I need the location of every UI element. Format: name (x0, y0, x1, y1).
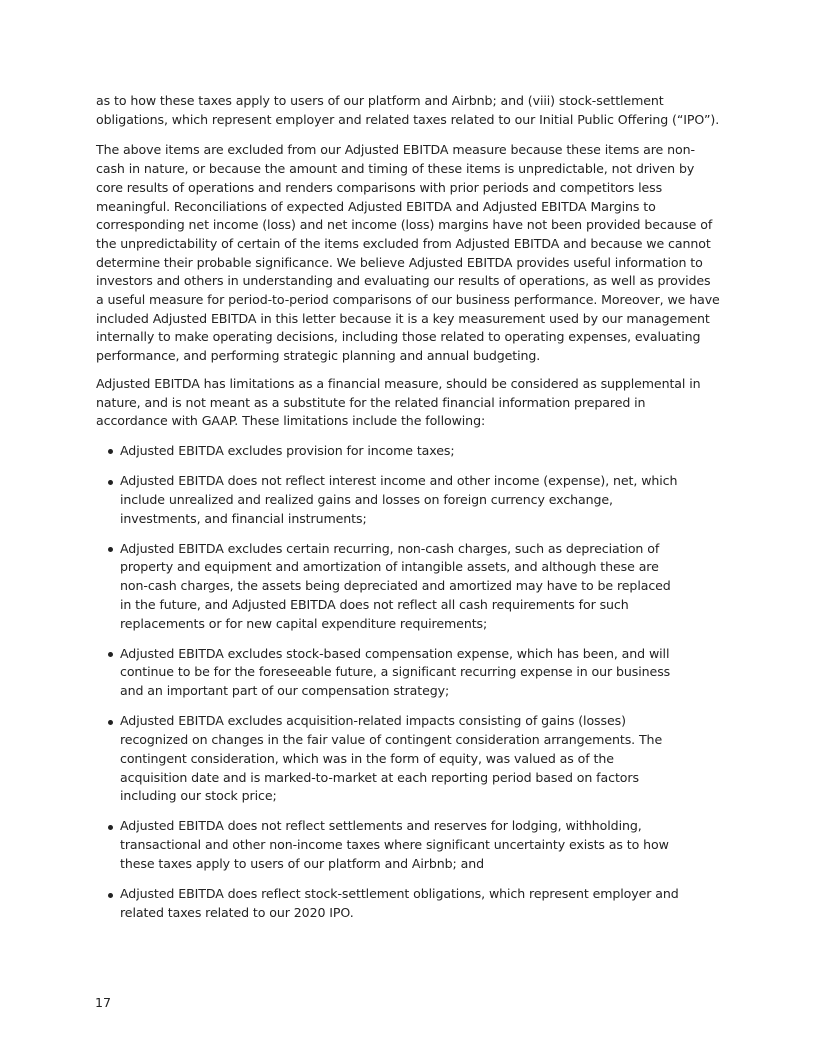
list-item (96, 472, 680, 528)
bullet-icon (108, 720, 113, 725)
list-item (96, 645, 680, 701)
bullet-icon (108, 825, 113, 830)
bullet-icon (108, 893, 113, 898)
list-item (96, 817, 680, 873)
list-item (96, 540, 680, 634)
limitations-list (96, 442, 720, 922)
list-item-text: Adjusted EBITDA does not reflect interest income and other income (expense), net, which include unrealized and realized gains and losses on foreign currency exchange, investments, and financial instruments; (120, 473, 678, 526)
list-item-text: Adjusted EBITDA excludes certain recurring, non-cash charges, such as depreciation of property and equipment and amortization of intangible assets, and although these are non-cash charges, the assets being depreciated and amortized may have to be replaced in the future, and Adjusted EBITDA does not reflect all cash requirements for such replacements or for new capital expenditure requirements; (120, 540, 671, 631)
list-item (96, 885, 680, 922)
paragraph-exclusion-rationale: The above items are excluded from our Adjusted EBITDA measure because these items are non-cash in nature, or because the amount and timing of these items is unpredictable, not driven by core results of operations and renders comparisons with prior periods and competitors less meaningful. Reconciliations of expected Adjusted EBITDA and Adjusted EBITDA Margins to corresponding net income (loss) and net income (loss) margins have not been provided because of the unpredictability of certain of the items excluded from Adjusted EBITDA and because we cannot determine their probable significance. We believe Adjusted EBITDA provides useful information to investors and others in understanding and evaluating our results of operations, as well as provides a useful measure for period-to-period comparisons of our business performance. Moreover, we have included Adjusted EBITDA in this letter because it is a key measurement used by our management internally to make operating decisions, including those related to operating expenses, evaluating performance, and performing strategic planning and annual budgeting. (96, 142, 720, 364)
list-item-text: Adjusted EBITDA excludes provision for income taxes; (120, 442, 455, 458)
bullet-icon (108, 480, 113, 485)
list-item-text: Adjusted EBITDA excludes acquisition-related impacts consisting of gains (losses) recognized on changes in the fair value of contingent consideration arrangements. The contingent consideration, which was in the form of equity, was valued as of the acquisition date and is marked-to-market at each reporting period based on factors including our stock price; (120, 713, 663, 804)
paragraph-continuation: as to how these taxes apply to users of our platform and Airbnb; and (viii) stock-settlement obligations, which represent employer and related taxes related to our Initial Public Offering (“IPO”). (96, 93, 720, 127)
list-item-text: Adjusted EBITDA excludes stock-based compensation expense, which has been, and will continue to be for the foreseeable future, a significant recurring expense in our business and an important part of our compensation strategy; (120, 645, 671, 699)
list-item (96, 712, 680, 806)
bullet-icon (108, 449, 113, 454)
page-number: 17 (95, 995, 112, 1010)
document-body (96, 92, 720, 934)
list-item-text: Adjusted EBITDA does reflect stock-settlement obligations, which represent employer and related taxes related to our 2020 IPO. (120, 886, 679, 920)
bullet-icon (108, 547, 113, 552)
paragraph-limitations-intro: Adjusted EBITDA has limitations as a financial measure, should be considered as supplemental in nature, and is not meant as a substitute for the related financial information prepared in accordance with GAAP. These limitations include the following: (96, 375, 701, 429)
bullet-icon (108, 652, 113, 657)
list-item-text: Adjusted EBITDA does not reflect settlements and reserves for lodging, withholding, transactional and other non-income taxes where significant uncertainty exists as to how these taxes apply to users of our platform and Airbnb; and (120, 818, 669, 871)
list-item (96, 442, 680, 461)
